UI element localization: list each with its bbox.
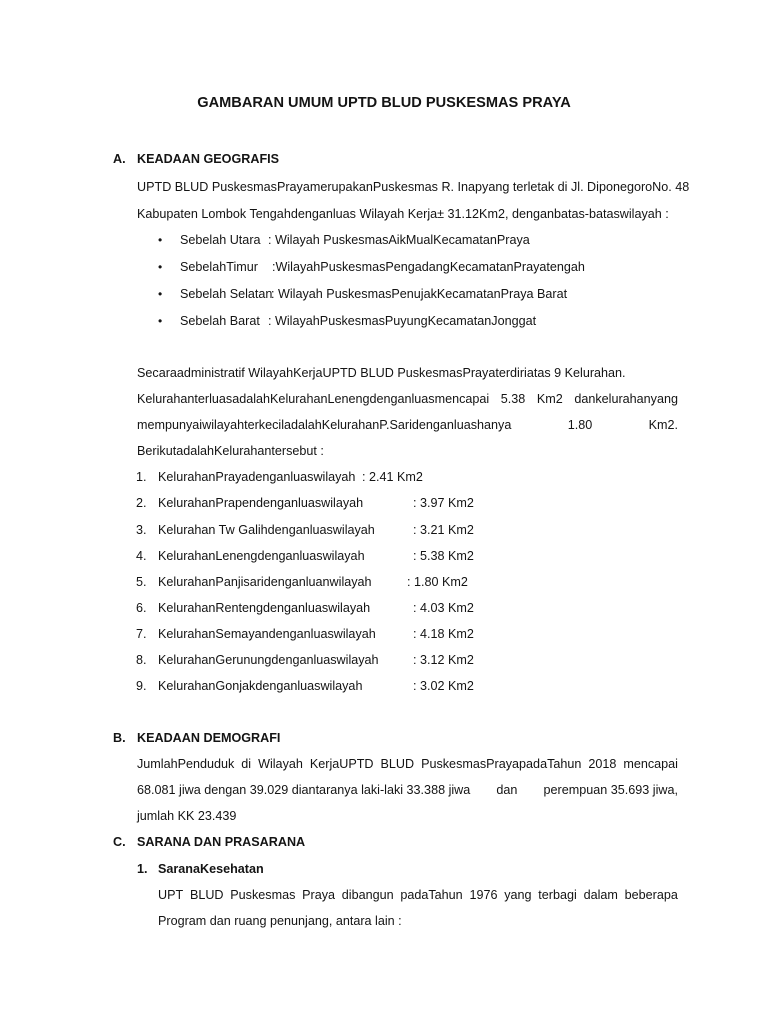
border-label: Sebelah Selatan <box>180 287 273 301</box>
line-word: Puskesmas <box>230 888 296 902</box>
line-word: mencapai <box>623 757 678 771</box>
border-value: :WilayahPuskesmasPengadangKecamatanPrayatengah <box>272 260 585 274</box>
kelurahan-number: 1. <box>136 470 147 484</box>
line-word: 1.80 <box>567 418 593 432</box>
kelurahan-area: : 4.18 Km2 <box>413 627 474 641</box>
kelurahan-name: KelurahanPrapendenganluaswilayah <box>158 496 364 510</box>
line-word: BLUD <box>189 888 224 902</box>
administratif-paragraph-line <box>137 417 678 433</box>
line-word: yang <box>504 888 532 902</box>
line-word: di <box>241 757 252 771</box>
line-word: 5.38 <box>500 392 526 406</box>
line-word: UPT <box>158 888 184 902</box>
line-word: padaTahun <box>400 888 463 902</box>
kelurahan-area: : 1.80 Km2 <box>407 575 468 589</box>
line-word: Km2 <box>536 392 563 406</box>
kelurahan-name: Kelurahan Tw Galihdenganluaswilayah <box>158 523 375 537</box>
section-b-marker: B. <box>113 731 126 745</box>
line-word: mempunyaiwilayahterkeciladalahKelurahanP.Saridenganluashanya <box>137 418 512 432</box>
kelurahan-number: 5. <box>136 575 147 589</box>
border-label: Sebelah Utara <box>180 233 261 247</box>
section-a-heading: KEADAAN GEOGRAFIS <box>137 152 280 166</box>
kelurahan-number: 7. <box>136 627 147 641</box>
geografis-paragraph-line: Kabupaten Lombok Tengahdenganluas Wilayah Kerja± 31.12Km2, denganbatas-bataswilayah : <box>137 207 669 221</box>
section-c-marker: C. <box>113 835 126 849</box>
kelurahan-name: KelurahanPrayadenganluaswilayah <box>158 470 356 484</box>
kelurahan-area: : 4.03 Km2 <box>413 601 474 615</box>
line-word: JumlahPenduduk <box>137 757 235 771</box>
subsection-heading: SaranaKesehatan <box>158 862 264 876</box>
section-a-marker: A. <box>113 152 126 166</box>
kelurahan-area: : 3.21 Km2 <box>413 523 474 537</box>
sarana-paragraph-line: Program dan ruang penunjang, antara lain : <box>158 914 402 928</box>
border-value: : WilayahPuskesmasPuyungKecamatanJonggat <box>268 314 537 328</box>
kelurahan-area: : 3.12 Km2 <box>413 653 474 667</box>
demografi-paragraph-line <box>137 756 678 772</box>
section-b-heading: KEADAAN DEMOGRAFI <box>137 731 281 745</box>
line-word: beberapa <box>624 888 678 902</box>
line-segment: dan <box>496 783 518 797</box>
line-word: 1976 <box>469 888 498 902</box>
border-label: SebelahTimur <box>180 260 258 274</box>
border-label: Sebelah Barat <box>180 314 260 328</box>
kelurahan-name: KelurahanPanjisaridenganluanwilayah <box>158 575 372 589</box>
border-value: : Wilayah PuskesmasAikMualKecamatanPraya <box>268 233 530 247</box>
kelurahan-name: KelurahanLenengdenganluaswilayah <box>158 549 365 563</box>
border-value: : Wilayah PuskesmasPenujakKecamatanPraya Barat <box>271 287 568 301</box>
subsection-number: 1. <box>137 862 148 876</box>
bullet-icon: • <box>158 314 163 328</box>
geografis-paragraph-line: UPTD BLUD PuskesmasPrayamerupakanPuskesmas R. Inapyang terletak di Jl. DiponegoroNo. 48 <box>137 180 690 194</box>
kelurahan-area: : 3.97 Km2 <box>413 496 474 510</box>
kelurahan-number: 6. <box>136 601 147 615</box>
administratif-paragraph-line: BerikutadalahKelurahantersebut : <box>137 444 324 458</box>
line-word: Praya <box>302 888 336 902</box>
sarana-paragraph-line <box>158 887 678 903</box>
line-word: terbagi <box>538 888 577 902</box>
bullet-icon: • <box>158 287 163 301</box>
kelurahan-number: 8. <box>136 653 147 667</box>
line-word: BLUD <box>380 757 415 771</box>
kelurahan-area: : 2.41 Km2 <box>362 470 423 484</box>
administratif-paragraph-line: Secaraadministratif WilayahKerjaUPTD BLUD PuskesmasPrayaterdiriatas 9 Kelurahan. <box>137 366 626 380</box>
line-word: dalam <box>583 888 618 902</box>
administratif-paragraph-line <box>137 391 678 407</box>
kelurahan-number: 3. <box>136 523 147 537</box>
kelurahan-name: KelurahanGerunungdenganluaswilayah <box>158 653 379 667</box>
kelurahan-number: 9. <box>136 679 147 693</box>
demografi-paragraph-line: jumlah KK 23.439 <box>137 809 237 823</box>
demografi-paragraph-line <box>137 782 678 798</box>
line-word: Km2. <box>648 418 678 432</box>
page-title: GAMBARAN UMUM UPTD BLUD PUSKESMAS PRAYA <box>197 95 571 111</box>
line-segment: 68.081 jiwa dengan 39.029 diantaranya laki-laki 33.388 jiwa <box>137 783 471 797</box>
kelurahan-name: KelurahanSemayandenganluaswilayah <box>158 627 376 641</box>
bullet-icon: • <box>158 260 163 274</box>
line-word: dankelurahanyang <box>574 392 678 406</box>
line-word: KelurahanterluasadalahKelurahanLenengdenganluasmencapai <box>137 392 490 406</box>
line-word: 2018 <box>588 757 617 771</box>
kelurahan-area: : 3.02 Km2 <box>413 679 474 693</box>
line-segment: perempuan 35.693 jiwa, <box>543 783 678 797</box>
kelurahan-name: KelurahanRentengdenganluaswilayah <box>158 601 371 615</box>
line-word: PuskesmasPrayapadaTahun <box>421 757 582 771</box>
line-word: KerjaUPTD <box>309 757 374 771</box>
line-word: dibangun <box>341 888 394 902</box>
section-c-heading: SARANA DAN PRASARANA <box>137 835 306 849</box>
line-word: Wilayah <box>258 757 303 771</box>
kelurahan-area: : 5.38 Km2 <box>413 549 474 563</box>
kelurahan-number: 2. <box>136 496 147 510</box>
kelurahan-number: 4. <box>136 549 147 563</box>
kelurahan-name: KelurahanGonjakdenganluaswilayah <box>158 679 363 693</box>
bullet-icon: • <box>158 233 163 247</box>
